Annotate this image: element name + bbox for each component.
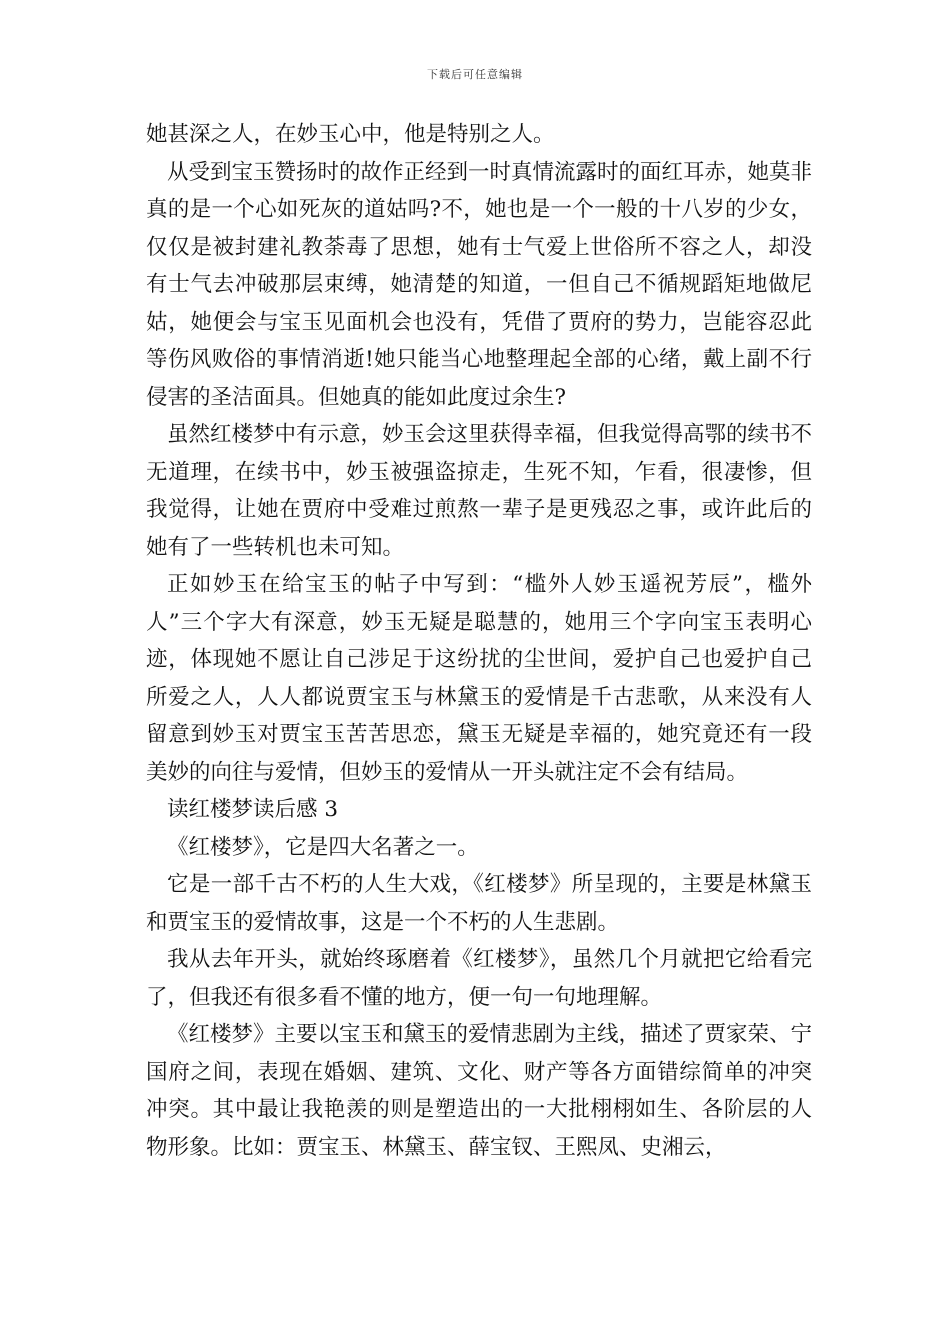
paragraph: 《红楼梦》主要以宝玉和黛玉的爱情悲剧为主线，描述了贾家荣、宁国府之间，表现在婚姻、建筑、文化、财产等各方面错综简单的冲突冲突。其中最让我艳羡的则是塑造出的一大批栩栩如生、各阶层的人物形象。比如：贾宝玉、林黛玉、薛宝钗、王熙凤、史湘云， — [146, 1022, 813, 1160]
paragraph: 从受到宝玉赞扬时的故作正经到一时真情流露时的面红耳赤，她莫非真的是一个心如死灰的道姑吗?不，她也是一个一般的十八岁的少女，仅仅是被封建礼教荼毒了思想，她有士气爱上世俗所不容之人，却没有士气去冲破那层束缚，她清楚的知道，一但自己不循规蹈矩地做尼姑，她便会与宝玉见面机会也没有，凭借了贾府的势力，岂能容忍此等伤风败俗的事情消逝!她只能当心地整理起全部的心绪，戴上副不行侵害的圣洁面具。但她真的能如此度过余生? — [146, 159, 813, 410]
section-title: 读红楼梦读后感 3 — [167, 797, 339, 822]
paragraph: 我从去年开头，就始终琢磨着《红楼梦》，虽然几个月就把它给看完了，但我还有很多看不懂的地方，便一句一句地理解。 — [146, 947, 812, 1010]
paragraph: 她甚深之人，在妙玉心中，他是特别之人。 — [146, 122, 555, 147]
paragraph: 虽然红楼梦中有示意，妙玉会这里获得幸福，但我觉得高鄂的续书不无道理，在续书中，妙玉被强盗掠走，生死不知，乍看，很凄惨，但我觉得，让她在贾府中受难过煎熬一辈子是更残忍之事，或许此后的她有了一些转机也未可知。 — [146, 422, 813, 560]
paragraph: 它是一部千古不朽的人生大戏，《红楼梦》所呈现的，主要是林黛玉和贾宝玉的爱情故事，这是一个不朽的人生悲剧。 — [146, 872, 812, 935]
header-note: 下载后可任意编辑 — [427, 68, 523, 81]
paragraph: 《红楼梦》，它是四大名著之一。 — [167, 834, 479, 860]
document-body — [146, 116, 812, 1166]
paragraph: 正如妙玉在给宝玉的帖子中写到：“槛外人妙玉遥祝芳辰”，槛外人”三个字大有深意，妙玉无疑是聪慧的，她用三个字向宝玉表明心迹，体现她不愿让自己涉足于这纷扰的尘世间，爱护自己也爱护自己所爱之人，人人都说贾宝玉与林黛玉的爱情是千古悲歌，从来没有人留意到妙玉对贾宝玉苦苦思恋，黛玉无疑是幸福的，她究竟还有一段美妙的向往与爱情，但妙玉的爱情从一开头就注定不会有结局。 — [146, 572, 812, 785]
